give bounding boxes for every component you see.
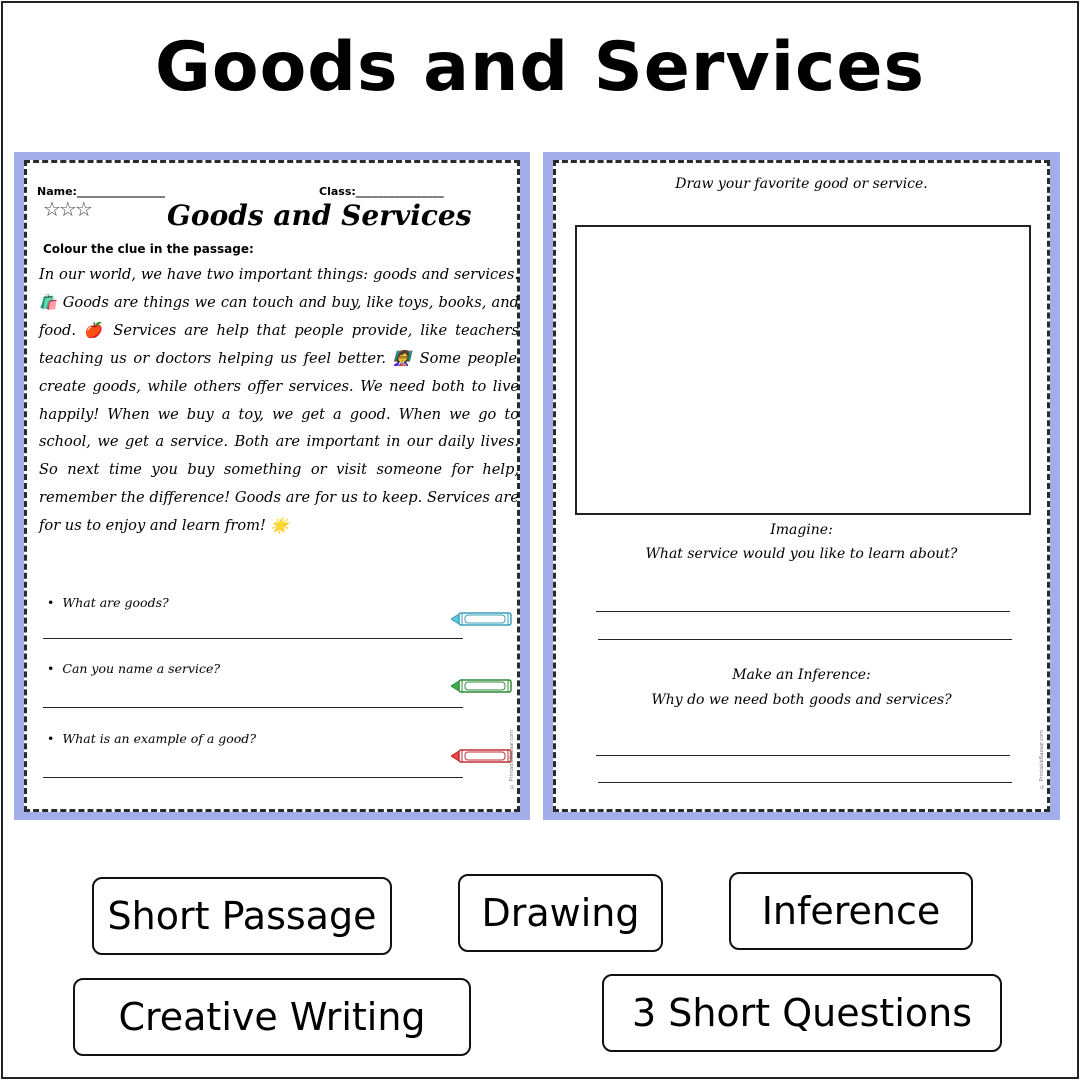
writing-line [598,639,1012,640]
writing-line [598,782,1012,783]
imagine-heading: Imagine: [770,522,833,538]
writing-line [596,755,1010,756]
name-field: Name:________________ [37,185,165,198]
copyright-note: © PrintableBazaar.com [509,730,515,789]
copyright-note: © PrintableBazaar.com [1039,730,1045,789]
worksheet-preview-drawing [543,152,1060,820]
answer-line [43,707,463,708]
reading-passage: In our world, we have two important things: goods and services. 🛍️ Goods are things we can touch and buy, like toys, books, and food. 🍎 Services are help that people provide, like teachers teaching us or doctors helping us feel better. 👩‍🏫 Some people create goods, while others offer services. We need both to live happily! When we buy a toy, we get a good. When we go to school, we get a service. Both are important in our daily lives. So next time you buy something or visit someone for help, remember the difference! Goods are for us to keep. Services are for us to enjoy and learn from! 🌟 [39,266,519,535]
question-item: • What is an example of a good? [47,731,257,746]
class-field: Class:________________ [319,185,444,198]
question-text: What is an example of a good? [62,731,257,746]
question-item: • Can you name a service? [47,661,221,676]
inference-heading: Make an Inference: [732,667,871,683]
drawing-box [575,225,1031,515]
crayon-green-icon [451,678,513,694]
writing-line [596,611,1010,612]
question-text: What are goods? [62,595,169,610]
tag-drawing: Drawing [458,874,663,952]
instruction-text: Colour the clue in the passage: [43,242,254,256]
question-item: • What are goods? [47,595,169,610]
page-title: Goods and Services [155,28,925,107]
worksheet-preview-passage [14,152,530,820]
star-rating-icon: ☆☆☆ [43,197,91,221]
crayon-red-icon [451,748,513,764]
imagine-question: What service would you like to learn about? [645,546,958,562]
tag-creative-writing: Creative Writing [73,978,471,1056]
tag-inference: Inference [729,872,973,950]
tag-short-passage: Short Passage [92,877,392,955]
tag-short-questions: 3 Short Questions [602,974,1002,1052]
question-text: Can you name a service? [62,661,221,676]
draw-prompt: Draw your favorite good or service. [675,176,928,192]
crayon-blue-icon [451,611,513,627]
worksheet-page [553,160,1050,812]
answer-line [43,638,463,639]
answer-line [43,777,463,778]
worksheet-title: Goods and Services [167,199,472,232]
worksheet-page [24,160,520,812]
inference-question: Why do we need both goods and services? [651,692,952,708]
